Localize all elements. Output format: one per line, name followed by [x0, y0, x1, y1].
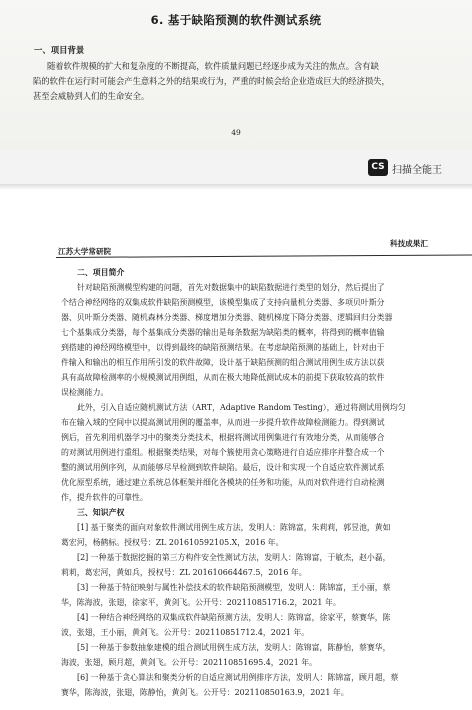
paragraph-line: 件输入和输出的相互作用所引发的软件故障，设计基于缺陷预测的组合测试用例生成方法以获: [61, 358, 385, 367]
patent-line: 波，张翅，王小丽，黄剑飞。公开号：202110851712.4，2021 年。: [61, 628, 310, 637]
document-page-bottom: [0, 190, 472, 710]
patent-line: 葛宏河，杨鹤标。授权号：ZL 201610592105.X，2016 年。: [61, 538, 284, 547]
project-background-heading: 一、项目背景: [34, 45, 85, 55]
patent-line: 赛华，陈海波，张翅，陈静怡，黄剑飞。公开号：202110850163.9，2021 年。: [61, 688, 349, 697]
running-header-right: 科技成果汇: [390, 239, 428, 248]
paragraph-line: 此外，引入自适应随机测试方法（ART，Adaptive Random Testing），通过将测试用例均匀: [77, 403, 406, 412]
section-title: 6. 基于缺陷预测的软件测试系统: [150, 13, 322, 27]
paragraph-line: 陷的软件在运行时可能会产生意料之外的结果或行为，严重的时候会给企业造成巨大的经济损失，: [33, 76, 390, 86]
paragraph-line: 到搭建的神经网络模型中，以得到最终的缺陷预测结果。在考虑缺陷预测的基础上，针对由于: [61, 343, 385, 352]
paragraph-line: 个结合神经网络的双集成软件缺陷预测模型，该模型集成了支持向量机分类器、多项贝叶斯分: [61, 298, 385, 307]
patent-line: [3] 一种基于特征映射与属性补偿技术的软件缺陷预测模型，发明人：陈锦富，王小丽，蔡: [77, 583, 391, 592]
patent-line: [1] 基于聚类的面向对象软件测试用例生成方法，发明人：陈锦富，朱莉莉，郭昱池，黄如: [77, 523, 391, 532]
project-intro-heading: 二、项目简介: [77, 268, 125, 277]
scanner-watermark-banner: [0, 150, 472, 186]
paragraph-line: 误检测能力。: [61, 388, 109, 397]
paragraph-line: 优化原型系统，通过建立系统总体框架并细化各模块的任务和功能，从而对软件进行自动检测: [61, 478, 385, 487]
ip-heading: 三、知识产权: [77, 508, 125, 517]
patent-line: 莉莉，葛宏河，黄如兵，授权号：ZL 201610664467.5，2016 年。: [61, 568, 307, 577]
document-page-top: [0, 0, 472, 150]
patent-line: [5] 一种基于参数抽象建模的组合测试用例生成方法，发明人：陈锦富，陈静怡，蔡赛华，: [77, 643, 391, 652]
paragraph-line: 的对测试用例进行重组。根据聚类结果，对每个簇使用贪心策略进行自适应排序并整合成一个: [61, 448, 385, 457]
paragraph-line: 具有高故障检测率的小规模测试用例组，从而在极大地降低测试成本的前提下获取较高的软件: [61, 373, 385, 382]
patent-line: [4] 一种结合神经网络的双集成软件缺陷预测方法，发明人：陈锦富，徐家平，蔡赛华，陈: [77, 613, 391, 622]
running-header-left: 江苏大学常研院: [58, 247, 112, 256]
paragraph-line: 七个基集成分类器，每个基集成分类器的输出是每条数据为缺陷类的概率，将得到的概率值输: [61, 328, 385, 337]
patent-line: [2] 一种基于数据挖掘的第三方构件安全性测试方法，发明人：陈锦富，于敏杰，赵小磊，: [77, 553, 391, 562]
header-rule: [56, 254, 472, 258]
paragraph-line: 作，提升软件的可靠性。: [61, 493, 148, 502]
background-paragraph: [33, 59, 443, 104]
paragraph-line: 甚至会威胁到人们的生命安全。: [33, 91, 150, 101]
patent-line: 海波，张翅，顾月超，黄剑飞。公开号：202110851695.4，2021 年。: [61, 658, 318, 667]
page-number: 49: [231, 128, 241, 137]
camscanner-logo-icon: CS: [368, 159, 388, 176]
paragraph-line: 整的测试用例序列，从而能够尽早检测到软件缺陷。最后，设计和实现一个自适应软件测试系: [61, 463, 385, 472]
scanner-app-name: 扫描全能王: [392, 165, 442, 176]
paragraph-line: 器、贝叶斯分类器、随机森林分类器、梯度增加分类器、随机梯度下降分类器、逻辑回归分类器: [61, 313, 393, 322]
paragraph-line: 例后，首先利用机器学习中的聚类分类技术，根据将测试用例集进行有效地分类，从而能够合: [61, 433, 385, 442]
paragraph-line: 布在输入域的空间中以提高测试用例的覆盖率，从而进一步提升软件故障检测能力。得到测试: [61, 418, 385, 427]
patent-line: 华，陈海波，张翅，徐家平，黄剑飞。公开号：202110851716.2，2021 年。: [61, 598, 341, 607]
patent-line: [6] 一种基于贪心算法和聚类分析的自适应测试用例排序方法，发明人：陈锦富，顾月超，蔡: [77, 673, 399, 682]
paragraph-line: 随着软件规模的扩大和复杂度的不断提高，软件质量问题已经逐步成为关注的焦点。含有缺: [47, 61, 379, 71]
paragraph-line: 针对缺陷预测模型构建的问题，首先对数据集中的缺陷数据进行类型的划分，然后提出了: [77, 283, 385, 292]
